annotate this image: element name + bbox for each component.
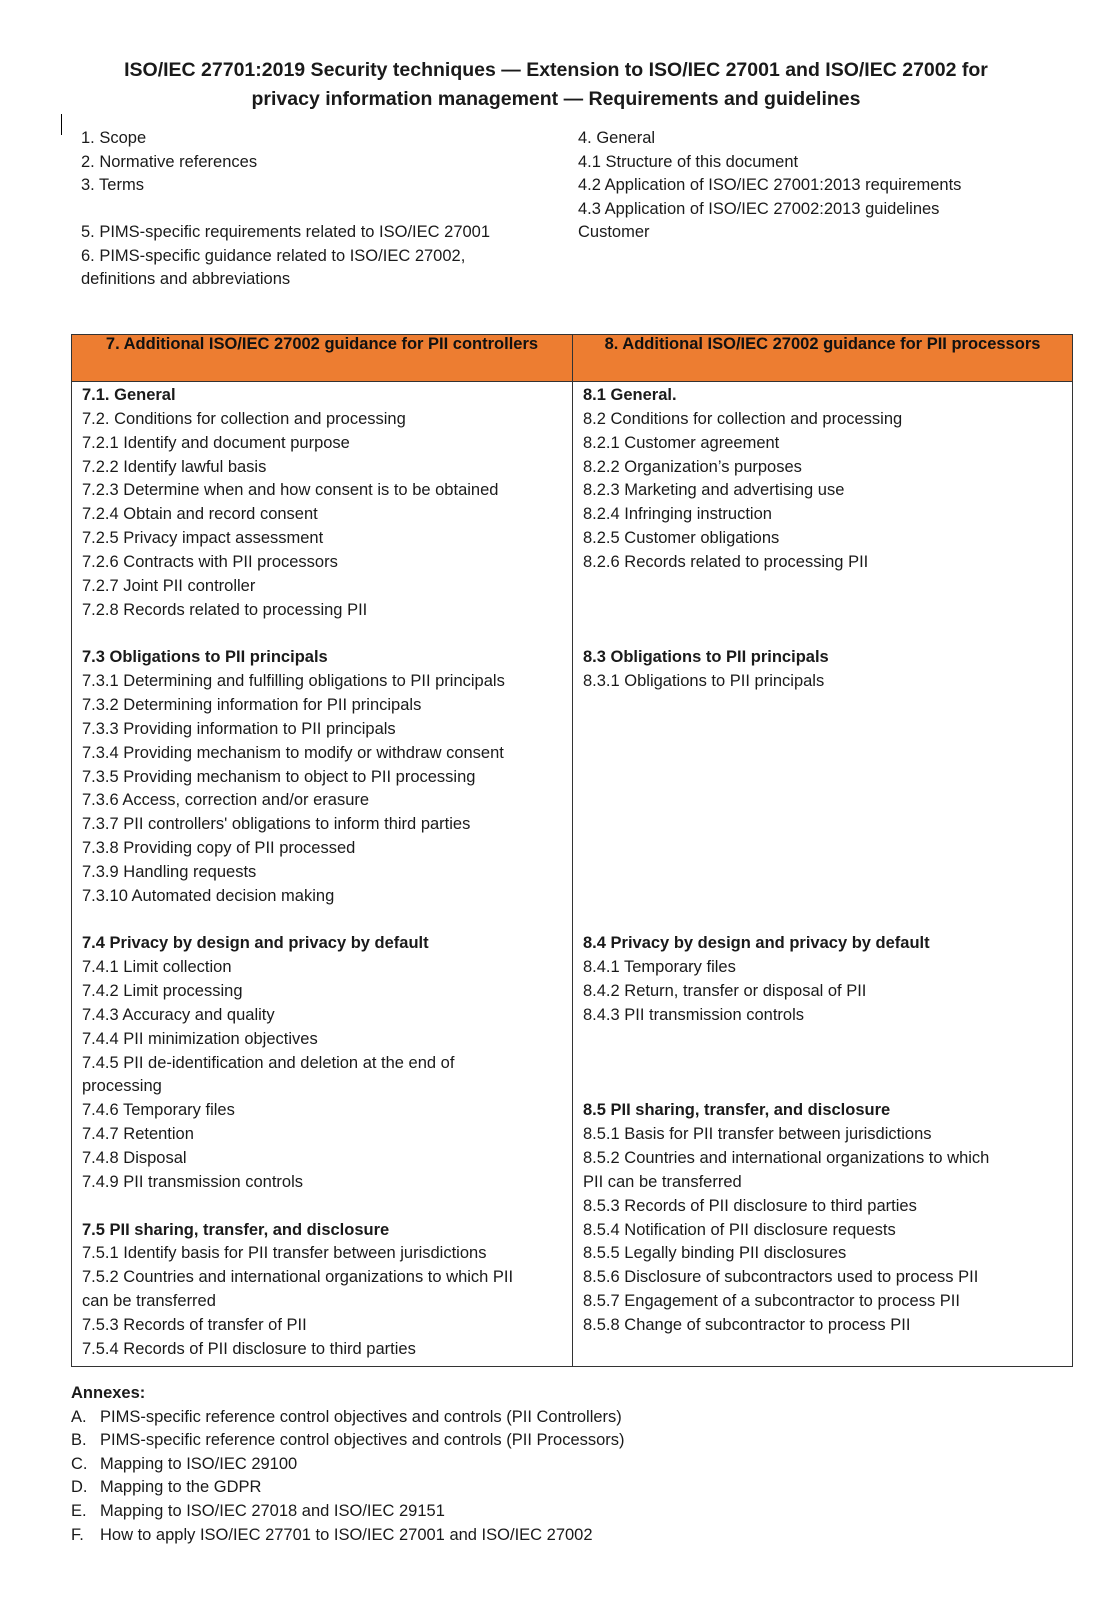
controller-section-heading: 7.3 Obligations to PII principals bbox=[82, 648, 328, 667]
title-line-1: ISO/IEC 27701:2019 Security techniques — Extension to ISO/IEC 27001 and ISO/IEC 27002 for bbox=[124, 59, 988, 81]
processor-item: 8.4.1 Temporary files bbox=[583, 958, 736, 977]
controller-section-heading: 7.1. General bbox=[82, 386, 176, 404]
processor-item: 8.5.2 Countries and international organizations to which bbox=[583, 1149, 990, 1167]
blank-line bbox=[583, 909, 1064, 933]
controller-item: 7.5.2 Countries and international organizations to which PII bbox=[82, 1268, 514, 1287]
annex-title: PIMS-specific reference control objectives and controls (PII Processors) bbox=[100, 1431, 625, 1450]
controller-item: 7.4.2 Limit processing bbox=[82, 982, 243, 1001]
title-line-2-text: privacy information management — Requirements and guidelines bbox=[251, 88, 861, 110]
annexes-list bbox=[71, 1406, 625, 1548]
controller-item: 7.4.4 PII minimization objectives bbox=[82, 1029, 318, 1048]
blank-line bbox=[583, 718, 1064, 742]
intro-item: 5. PIMS-specific requirements related to ISO/IEC 27001 bbox=[81, 223, 491, 241]
blank-line bbox=[82, 909, 564, 933]
blank-line bbox=[583, 837, 1064, 861]
annexes-heading: Annexes: bbox=[71, 1384, 146, 1402]
controller-item: 7.3.6 Access, correction and/or erasure bbox=[82, 791, 370, 810]
processor-item: 8.5.6 Disclosure of subcontractors used to process PII bbox=[583, 1268, 979, 1287]
processor-section-heading: 8.4 Privacy by design and privacy by default bbox=[583, 934, 930, 953]
controller-section-heading: 7.5 PII sharing, transfer, and disclosure bbox=[82, 1220, 390, 1239]
text-cursor bbox=[61, 114, 62, 135]
controller-item: 7.5.3 Records of transfer of PII bbox=[82, 1315, 307, 1334]
processor-item: 8.2.5 Customer obligations bbox=[583, 529, 780, 548]
annex-title: Mapping to the GDPR bbox=[100, 1478, 262, 1497]
controller-section-heading: 7.4 Privacy by design and privacy by default bbox=[82, 934, 429, 953]
intro-item: 4.3 Application of ISO/IEC 27002:2013 guidelines bbox=[578, 199, 940, 218]
intro-item: definitions and abbreviations bbox=[81, 270, 291, 288]
annex-letter: E. bbox=[71, 1501, 87, 1520]
blank-line bbox=[583, 1075, 1064, 1099]
controller-item: 7.4.1 Limit collection bbox=[82, 958, 232, 977]
processor-item: 8.2.6 Records related to processing PII bbox=[583, 552, 869, 571]
processor-section-heading: 8.3 Obligations to PII principals bbox=[583, 648, 829, 667]
blank-line bbox=[583, 694, 1064, 718]
intro-item: 6. PIMS-specific guidance related to ISO/IEC 27002, bbox=[81, 246, 466, 265]
processor-item: 8.2.4 Infringing instruction bbox=[583, 505, 772, 524]
controller-item: 7.5.4 Records of PII disclosure to third parties bbox=[82, 1339, 416, 1358]
processor-item: 8.4.3 PII transmission controls bbox=[583, 1005, 805, 1024]
intro-item: Customer bbox=[578, 223, 650, 241]
annex-item bbox=[71, 1476, 625, 1500]
controller-item: 7.2.6 Contracts with PII processors bbox=[82, 552, 338, 571]
controller-item: 7.3.2 Determining information for PII principals bbox=[82, 695, 422, 714]
blank-line bbox=[583, 885, 1064, 909]
controllers-column bbox=[72, 382, 573, 1367]
controller-item: 7.4.9 PII transmission controls bbox=[82, 1172, 304, 1191]
annex-item bbox=[71, 1406, 625, 1430]
controller-item: 7.2.2 Identify lawful basis bbox=[82, 457, 267, 476]
intro-item: 4.2 Application of ISO/IEC 27001:2013 requirements bbox=[578, 176, 962, 194]
controller-item: can be transferred bbox=[82, 1292, 216, 1311]
controller-item: 7.4.3 Accuracy and quality bbox=[82, 1005, 275, 1024]
annex-item bbox=[71, 1453, 625, 1477]
annex-item bbox=[71, 1500, 625, 1524]
header-pii-processors: 8. Additional ISO/IEC 27002 guidance for PII processors bbox=[573, 335, 1073, 382]
controller-item: 7.3.5 Providing mechanism to object to PII processing bbox=[82, 767, 476, 786]
processor-item: 8.5.1 Basis for PII transfer between jurisdictions bbox=[583, 1125, 932, 1144]
blank-line bbox=[583, 742, 1064, 766]
processors-column bbox=[573, 382, 1073, 1367]
blank-line bbox=[583, 766, 1064, 790]
annex-letter: D. bbox=[71, 1478, 88, 1497]
controller-item: 7.5.1 Identify basis for PII transfer between jurisdictions bbox=[82, 1244, 487, 1263]
controller-item: 7.2.7 Joint PII controller bbox=[82, 576, 256, 595]
annex-letter: A. bbox=[71, 1407, 87, 1426]
annex-title: PIMS-specific reference control objectives and controls (PII Controllers) bbox=[100, 1407, 622, 1426]
intro-item: 3. Terms bbox=[81, 176, 144, 194]
annex-item bbox=[71, 1524, 625, 1548]
document-title bbox=[60, 56, 1052, 135]
controller-item: 7.3.10 Automated decision making bbox=[82, 886, 335, 905]
blank-line bbox=[583, 789, 1064, 813]
controller-item: 7.2.4 Obtain and record consent bbox=[82, 505, 318, 524]
controller-item: 7.2. Conditions for collection and processing bbox=[82, 409, 406, 428]
annex-title: Mapping to ISO/IEC 29100 bbox=[100, 1454, 298, 1473]
processor-item: 8.4.2 Return, transfer or disposal of PII bbox=[583, 982, 867, 1001]
intro-item: 4. General bbox=[578, 129, 656, 147]
intro-list-right bbox=[578, 127, 1058, 245]
controller-item: 7.4.5 PII de-identification and deletion at the end of bbox=[82, 1053, 455, 1072]
annex-item bbox=[71, 1429, 625, 1453]
controller-item: 7.3.9 Handling requests bbox=[82, 862, 257, 881]
controller-item: 7.3.1 Determining and fulfilling obligations to PII principals bbox=[82, 672, 505, 691]
controller-item: 7.2.5 Privacy impact assessment bbox=[82, 529, 324, 548]
blank-line bbox=[583, 575, 1064, 599]
controller-item: 7.4.7 Retention bbox=[82, 1125, 194, 1144]
intro-item: 4.1 Structure of this document bbox=[578, 152, 799, 171]
processor-section-heading: 8.1 General. bbox=[583, 386, 677, 404]
processor-item: 8.2.2 Organization’s purposes bbox=[583, 457, 802, 476]
processor-item: 8.5.8 Change of subcontractor to process PII bbox=[583, 1315, 911, 1334]
controller-item: processing bbox=[82, 1077, 162, 1096]
annex-letter: F. bbox=[71, 1525, 84, 1544]
controller-item: 7.2.3 Determine when and how consent is to be obtained bbox=[82, 481, 499, 500]
annex-letter: C. bbox=[71, 1454, 88, 1473]
controller-item: 7.4.8 Disposal bbox=[82, 1149, 187, 1167]
annex-title: How to apply ISO/IEC 27701 to ISO/IEC 27001 and ISO/IEC 27002 bbox=[100, 1525, 593, 1544]
blank-line bbox=[583, 622, 1064, 646]
annex-letter: B. bbox=[71, 1431, 87, 1450]
controller-item: 7.2.8 Records related to processing PII bbox=[82, 600, 368, 619]
guidance-table bbox=[71, 334, 1073, 1367]
blank-line bbox=[583, 1028, 1064, 1052]
annexes-section bbox=[71, 1382, 625, 1547]
processor-item: 8.5.5 Legally binding PII disclosures bbox=[583, 1244, 847, 1263]
intro-item: 1. Scope bbox=[81, 129, 147, 147]
blank-line bbox=[583, 861, 1064, 885]
processor-item: 8.5.3 Records of PII disclosure to third parties bbox=[583, 1196, 917, 1215]
processor-item: 8.2.3 Marketing and advertising use bbox=[583, 481, 845, 500]
blank-line bbox=[583, 1052, 1064, 1076]
blank-line bbox=[583, 813, 1064, 837]
controller-item: 7.3.3 Providing information to PII principals bbox=[82, 719, 396, 738]
processor-item: PII can be transferred bbox=[583, 1172, 742, 1191]
processor-item: 8.3.1 Obligations to PII principals bbox=[583, 672, 825, 691]
blank-line bbox=[82, 622, 564, 646]
controller-item: 7.4.6 Temporary files bbox=[82, 1101, 235, 1120]
processor-item: 8.5.7 Engagement of a subcontractor to process PII bbox=[583, 1292, 960, 1311]
processor-item: 8.2.1 Customer agreement bbox=[583, 433, 780, 452]
processor-section-heading: 8.5 PII sharing, transfer, and disclosure bbox=[583, 1101, 891, 1120]
controller-item: 7.3.8 Providing copy of PII processed bbox=[82, 839, 356, 858]
intro-item: 2. Normative references bbox=[81, 152, 258, 171]
blank-line bbox=[583, 599, 1064, 623]
blank-line bbox=[82, 1195, 564, 1219]
intro-list-left bbox=[81, 127, 551, 292]
processor-item: 8.5.4 Notification of PII disclosure requests bbox=[583, 1220, 896, 1239]
blank-line bbox=[81, 198, 551, 222]
annex-title: Mapping to ISO/IEC 27018 and ISO/IEC 29151 bbox=[100, 1501, 445, 1520]
controller-item: 7.3.4 Providing mechanism to modify or withdraw consent bbox=[82, 743, 504, 762]
controller-item: 7.3.7 PII controllers' obligations to inform third parties bbox=[82, 815, 471, 834]
header-pii-controllers: 7. Additional ISO/IEC 27002 guidance for PII controllers bbox=[72, 335, 573, 382]
processor-item: 8.2 Conditions for collection and processing bbox=[583, 409, 903, 428]
controller-item: 7.2.1 Identify and document purpose bbox=[82, 433, 350, 452]
